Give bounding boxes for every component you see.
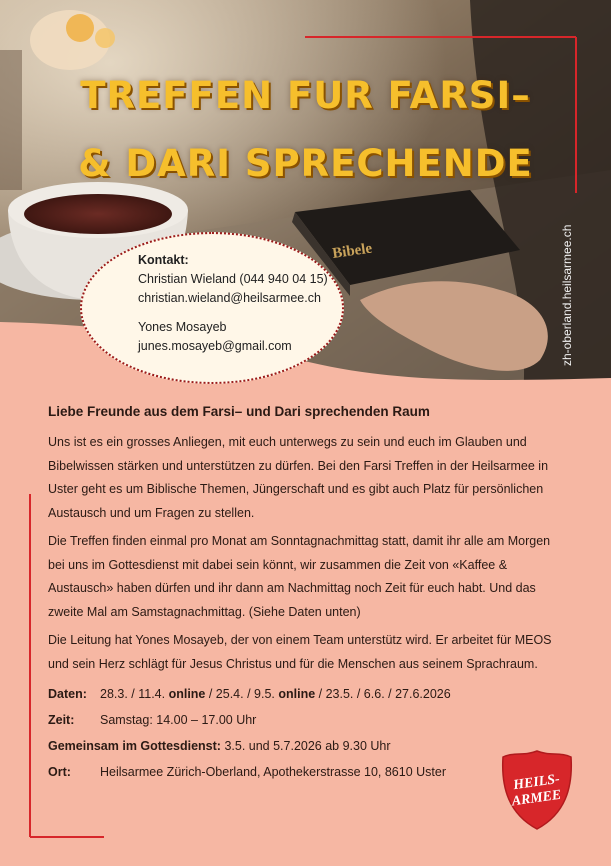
contact-details — [138, 251, 348, 356]
body-text — [48, 402, 568, 785]
paragraph-2: Die Treffen finden einmal pro Monat am Sonntagnachmittag statt, damit ihr alle am Morgen bei uns im Gottesdienst mit dabei sein könnt, wir zusammen die Zeit von «Kaffee & Austausch» haben dürfen und ihr dann am Nachmittag noch Zeit für euch habt. Und das zweite Mal am Samstagnachmittag. (Siehe Daten unten) — [48, 534, 551, 619]
contact-email2[interactable]: junes.mosayeb@gmail.com — [138, 339, 292, 353]
body-heading: Liebe Freunde aus dem Farsi– und Dari sprechenden Raum — [48, 404, 430, 419]
logo-text-2: ARMEE — [510, 787, 563, 810]
website-link[interactable]: zh-oberland.heilsarmee.ch — [560, 224, 574, 366]
contact-person2: Yones Mosayeb — [138, 320, 227, 334]
dates-online-2: online — [278, 687, 316, 701]
location-value: Heilsarmee Zürich-Oberland, Apothekerstrasse 10, 8610 Uster — [100, 765, 446, 779]
time-value: Samstag: 14.00 – 17.00 Uhr — [100, 713, 257, 727]
logo-text-1: HEILS- — [512, 771, 561, 794]
dates-online-1: online — [168, 687, 206, 701]
service-row — [48, 733, 568, 759]
dates-part-2: / 25.4. / 9.5. — [205, 687, 279, 701]
info-section — [48, 681, 568, 785]
location-label: Ort: — [48, 765, 71, 779]
contact-email1[interactable]: christian.wieland@heilsarmee.ch — [138, 291, 321, 305]
paragraph-1: Uns ist es ein grosses Anliegen, mit euch unterwegs zu sein und euch im Glauben und Bibelwissen stärken und unterstützen zu dürfen. Bei den Farsi Treffen in der Heilsarmee in Uster geht es um Biblische Themen, Jüngerschaft und es gibt auch Platz für persönlichen Austausch und um Fragen zu stellen. — [48, 435, 549, 520]
dates-label: Daten: — [48, 687, 87, 701]
svg-text:Bibele: Bibele — [331, 240, 374, 262]
location-row — [48, 759, 568, 785]
time-label: Zeit: — [48, 713, 75, 727]
service-label: Gemeinsam im Gottesdienst: — [48, 739, 221, 753]
dates-part-1: 28.3. / 11.4. — [100, 687, 169, 701]
contact-person1: Christian Wieland (044 940 04 15) — [138, 272, 328, 286]
paragraph-3: Die Leitung hat Yones Mosayeb, der von einem Team unterstütz wird. Er arbeitet für MEOS und sein Herz schlägt für Jesus Christus und für die Menschen aus seinem Sprachraum. — [48, 633, 552, 671]
service-value: 3.5. und 5.7.2026 ab 9.30 Uhr — [220, 739, 391, 753]
time-row — [48, 707, 568, 733]
title-line-2: & DARI SPRECHENDE — [78, 142, 533, 185]
contact-label: Kontakt: — [138, 253, 189, 267]
dates-part-3: / 23.5. / 6.6. / 27.6.2026 — [315, 687, 451, 701]
dates-row — [48, 681, 568, 707]
heilsarmee-shield-logo — [497, 748, 577, 832]
title-line-1: TREFFEN FUR FARSI– — [80, 74, 531, 117]
